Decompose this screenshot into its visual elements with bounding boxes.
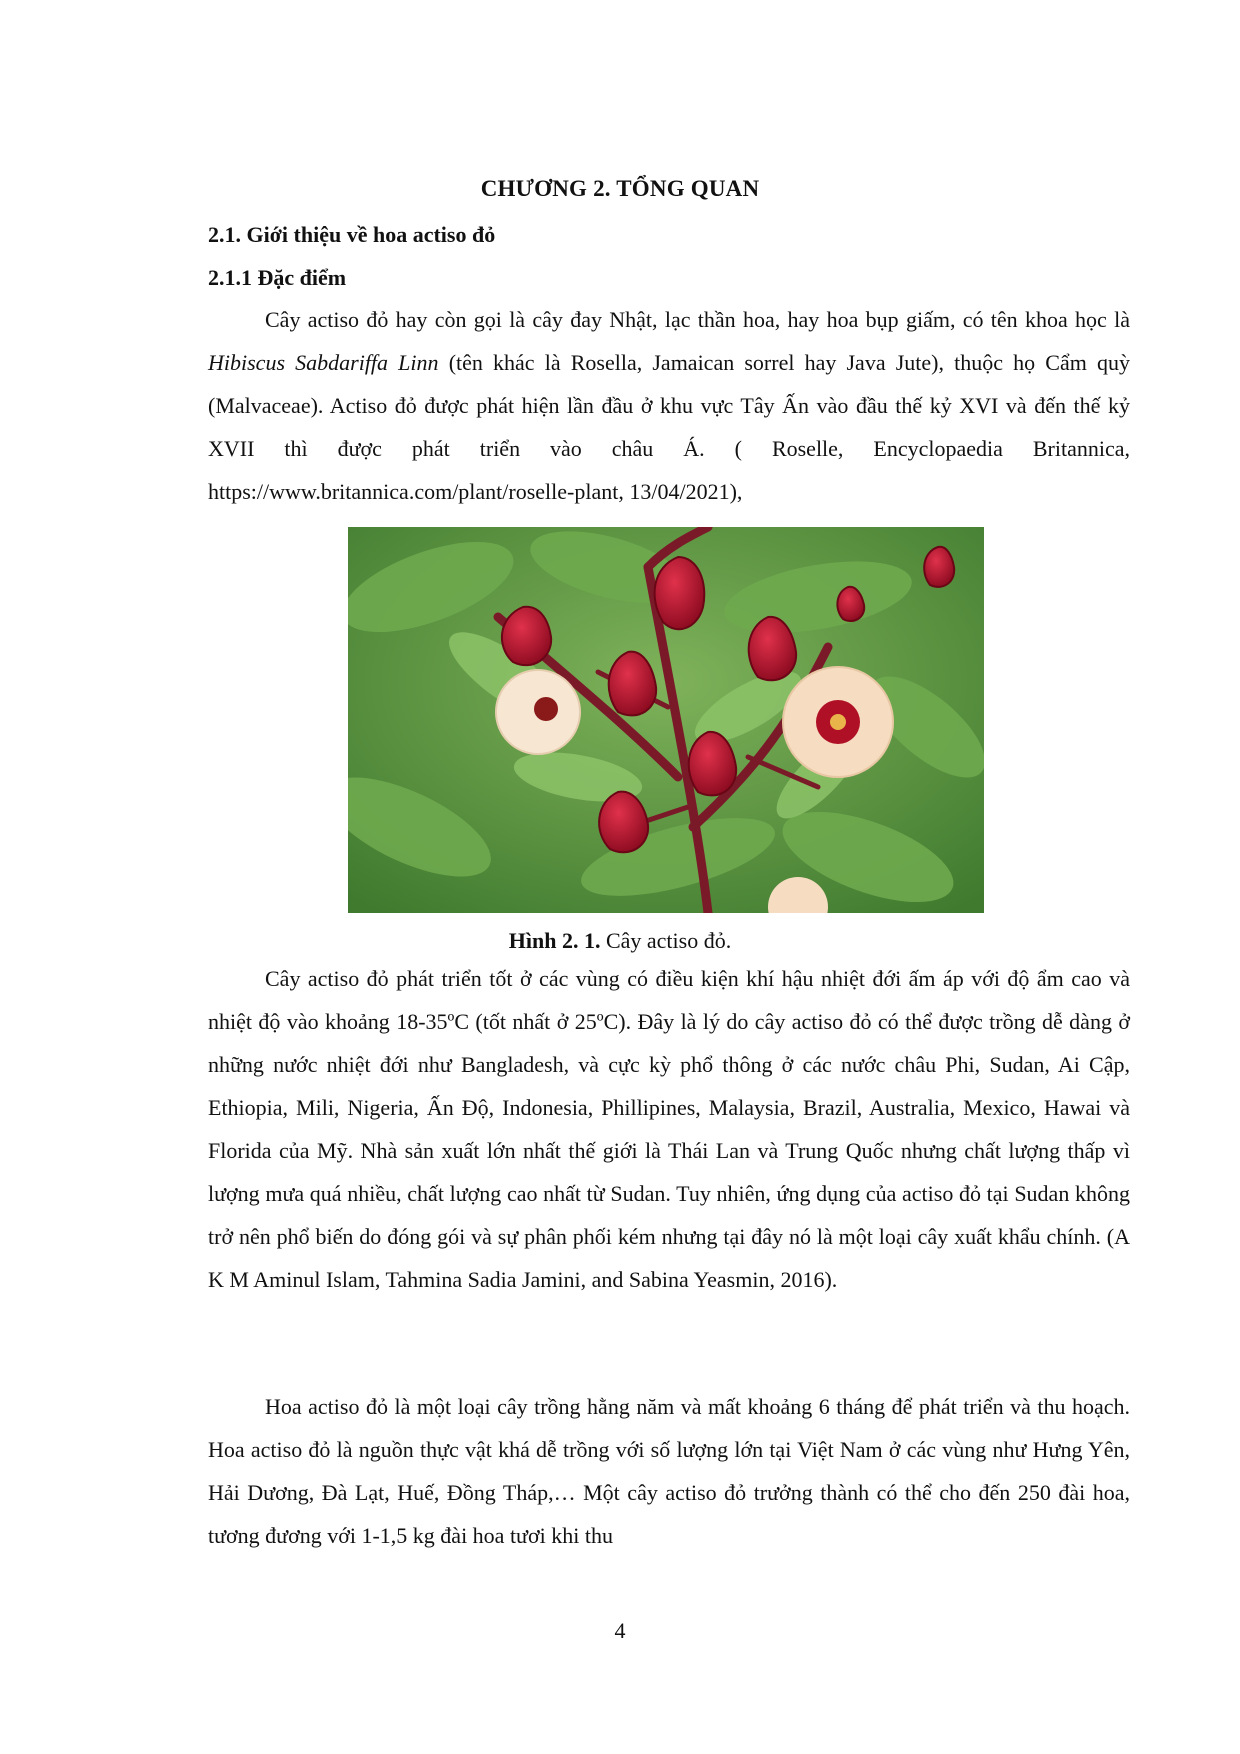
scientific-name: Hibiscus Sabdariffa Linn (208, 350, 439, 375)
section-heading: 2.1. Giới thiệu về hoa actiso đỏ (208, 222, 496, 247)
figure-caption (0, 928, 1240, 954)
paragraph-climate: Cây actiso đỏ phát triển tốt ở các vùng có điều kiện khí hậu nhiệt đới ấm áp với độ ẩm cao và nhiệt độ vào khoảng 18-35ºC (tốt nhất ở 25ºC). Đây là lý do cây actiso đỏ có thể được trồng dễ dàng ở những nước nhiệt đới như Bangladesh, và cực kỳ phổ thông ở các nước châu Phi, Sudan, Ai Cập, Ethiopia, Mili, Nigeria, Ấn Độ, Indonesia, Phillipines, Malaysia, Brazil, Australia, Mexico, Hawai và Florida của Mỹ. Nhà sản xuất lớn nhất thế giới là Thái Lan và Trung Quốc nhưng chất lượng thấp vì lượng mưa quá nhiều, chất lượng cao nhất từ Sudan. Tuy nhiên, ứng dụng của actiso đỏ tại Sudan không trở nên phổ biến do đóng gói và sự phân phối kém nhưng tại đây nó là một loại cây xuất khẩu chính. (A K M Aminul Islam, Tahmina Sadia Jamini, and Sabina Yeasmin, 2016). (208, 966, 1130, 1292)
roselle-plant-photo (348, 527, 984, 913)
figure-caption-text: Cây actiso đỏ. (600, 928, 732, 953)
figure-caption-label: Hình 2. 1. (508, 928, 601, 953)
paragraph-characteristics (208, 298, 1130, 513)
subsection-heading: 2.1.1 Đặc điểm (208, 265, 347, 290)
paragraph-text: Cây actiso đỏ hay còn gọi là cây đay Nhật, lạc thần hoa, hay hoa bụp giấm, có tên khoa học là (265, 307, 1130, 332)
chapter-title: CHƯƠNG 2. TỔNG QUAN (480, 176, 760, 201)
page-number: 4 (614, 1618, 626, 1643)
roselle-plant-illustration (348, 527, 984, 913)
paragraph-text: (tên khác là Rosella, Jamaican sorrel hay Java Jute), thuộc họ Cẩm quỳ (Malvaceae). Actiso đỏ được phát hiện lần đầu ở khu vực Tây Ấn vào đầu thế kỷ XVI và đến thế kỷ XVII thì được phát triển vào châu Á. ( Roselle, Encyclopaedia Britannica, https://www.britannica.com/plant/roselle-plant, 13/04/2021), (208, 350, 1130, 504)
paragraph-cultivation: Hoa actiso đỏ là một loại cây trồng hằng năm và mất khoảng 6 tháng để phát triển và thu hoạch. Hoa actiso đỏ là nguồn thực vật khá dễ trồng với số lượng lớn tại Việt Nam ở các vùng như Hưng Yên, Hải Dương, Đà Lạt, Huế, Đồng Tháp,… Một cây actiso đỏ trưởng thành có thể cho đến 250 đài hoa, tương đương với 1-1,5 kg đài hoa tươi khi thu (208, 1394, 1130, 1548)
